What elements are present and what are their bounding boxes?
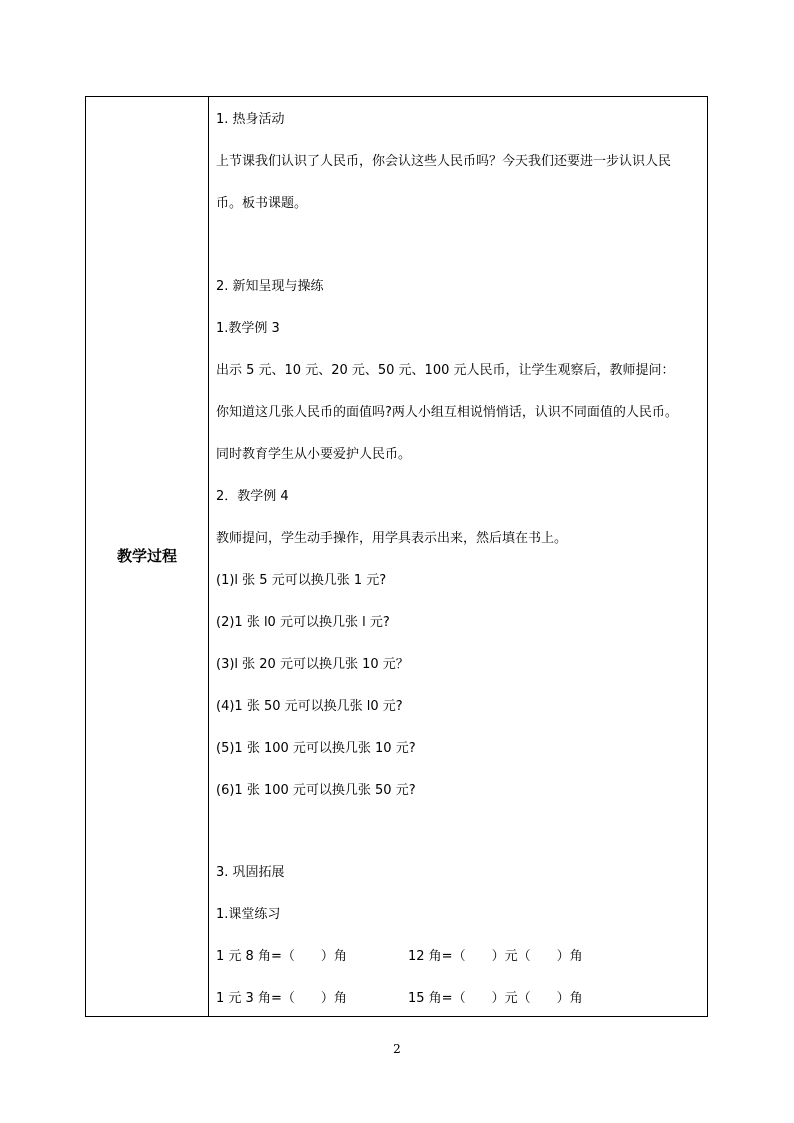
paragraph-line: 2．教学例 4 [216,489,289,504]
question-line: (3)l 张 20 元可以换几张 10 元？ [216,657,409,672]
section-label: 教学过程 [116,547,177,565]
question-line: (2)1 张 l0 元可以换几张 l 元? [216,615,390,630]
exercise-left: 1 元 8 角=（ ）角 [216,949,347,964]
heading-warmup: 1. 热身活动 [216,112,285,127]
question-line: (6)1 张 100 元可以换几张 50 元? [216,783,416,798]
exercise-right: 15 角=（ ）元（ ）角 [408,991,583,1006]
paragraph-line: 教师提问，学生动手操作，用学具表示出来，然后填在书上。 [216,531,568,546]
paragraph-line: 1.教学例 3 [216,321,280,336]
paragraph-line: 你知道这几张人民币的面值吗?两人小组互相说悄悄话，认识不同面值的人民币。 [216,405,678,420]
paragraph-line: 出示 5 元、10 元、20 元、50 元、100 元人民币，让学生观察后，教师提问： [216,363,675,378]
paragraph-line: 同时教育学生从小要爱护人民币。 [216,447,412,462]
heading-new-knowledge: 2. 新知呈现与操练 [216,279,324,294]
question-line: (5)1 张 100 元可以换几张 10 元? [216,741,416,756]
paragraph-line: 上节课我们认识了人民币，你会认这些人民币吗？今天我们还要进一步认识人民 [216,154,672,169]
page-number: 2 [393,1042,401,1056]
lesson-table [85,96,708,1017]
paragraph-line: 1.课堂练习 [216,907,281,922]
column-divider [208,97,209,1016]
exercise-left: 1 元 3 角=（ ）角 [216,991,347,1006]
exercise-right: 12 角=（ ）元（ ）角 [408,949,583,964]
paragraph-line: 币。板书课题。 [216,196,308,211]
question-line: (4)1 张 50 元可以换几张 l0 元? [216,699,403,714]
question-line: (1)l 张 5 元可以换几张 1 元? [216,573,387,588]
heading-consolidation: 3. 巩固拓展 [216,865,285,880]
